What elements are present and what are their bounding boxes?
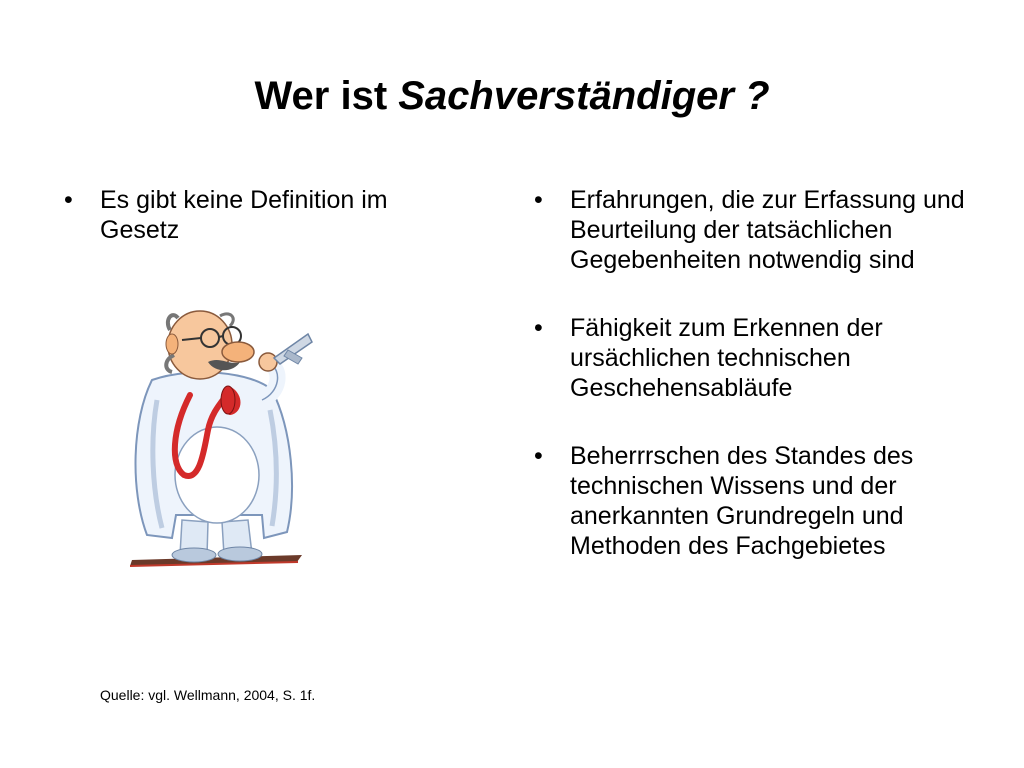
source-citation: Quelle: vgl. Wellmann, 2004, S. 1f.: [100, 687, 316, 703]
bullet-dot: •: [534, 442, 543, 470]
bullet-item: [60, 185, 460, 245]
bullet-dot: •: [64, 186, 73, 214]
bullet-text: Fähigkeit zum Erkennen der ursächlichen technischen Geschehensabläufe: [570, 314, 883, 402]
left-bullet-list: [60, 185, 460, 283]
title-emphasis: Sachverständiger ?: [398, 74, 770, 118]
bullet-text: Erfahrungen, die zur Erfassung und Beurteilung der tatsächlichen Gegebenheiten notwendig sind: [570, 186, 965, 274]
doctor-with-stethoscope-icon: [112, 300, 324, 570]
bullet-dot: •: [534, 186, 543, 214]
bullet-text: Es gibt keine Definition im Gesetz: [100, 186, 388, 244]
title-prefix: Wer ist: [254, 74, 399, 118]
bullet-text: Beherrrschen des Standes des technischen Wissens und der anerkannten Grundregeln und Methoden des Fachgebietes: [570, 442, 914, 560]
bullet-item: [530, 185, 990, 275]
bullet-item: [530, 441, 990, 561]
slide-title: [0, 72, 1024, 120]
right-bullet-list: [530, 185, 990, 599]
bullet-dot: •: [534, 314, 543, 342]
bullet-item: [530, 313, 990, 403]
